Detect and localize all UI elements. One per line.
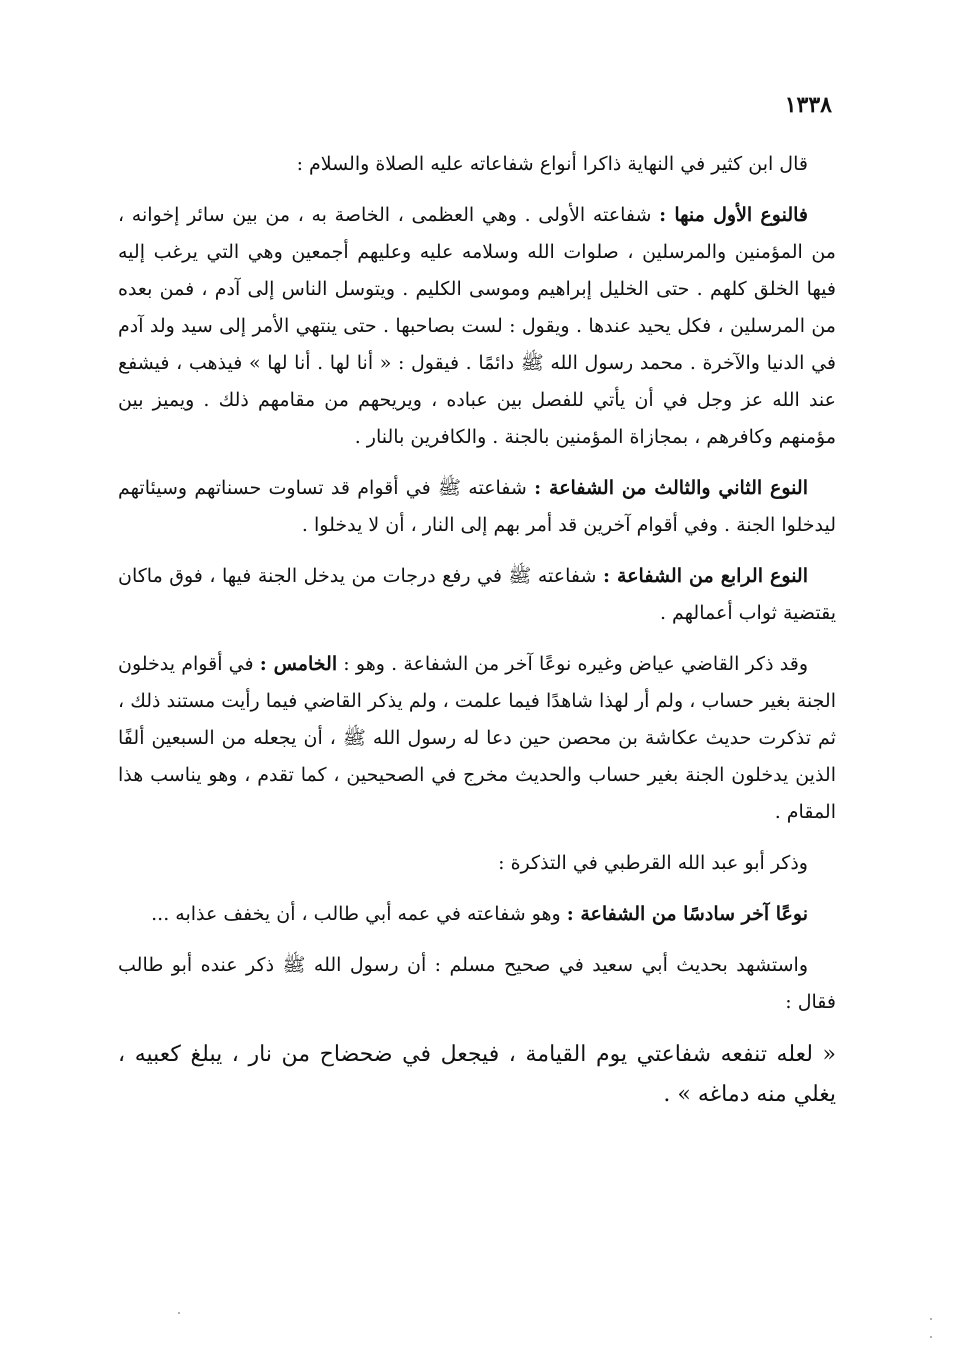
heading-fifth-type: الخامس : xyxy=(259,653,338,675)
hadith-quote: « لعله تنفعه شفاعتي يوم القيامة ، فيجعل في ضحضاح من نار ، يبلغ كعبيه ، يغلي منه دماغه » . xyxy=(118,1042,836,1107)
heading-second-third-type: النوع الثاني والثالث من الشفاعة : xyxy=(534,477,808,499)
paragraph-qurtubi: وذكر أبو عبد الله القرطبي في التذكرة : xyxy=(498,852,808,874)
heading-first-type: فالنوع الأول منها : xyxy=(659,204,808,226)
heading-sixth-type: نوعًا آخر سادسًا من الشفاعة : xyxy=(566,903,808,925)
paragraph-fifth-type xyxy=(118,646,836,831)
paragraph-fourth-type xyxy=(118,558,836,632)
paragraph-fourth-type-text: شفاعته ﷺ في رفع درجات من يدخل الجنة فيها ، فوق ماكان يقتضية ثواب أعمالهم . xyxy=(118,565,836,624)
page-number: ١٣٣٨ xyxy=(784,92,832,118)
scan-speck xyxy=(930,1318,932,1320)
paragraph-second-third-type xyxy=(118,470,836,544)
paragraph-first-type-text: شفاعته الأولى . وهي العظمى ، الخاصة به ، من بين سائر إخوانه ، من المؤمنين والمرسلين ، صلوات الله وسلامه عليه وعليهم أجمعين وهي التي يرغب إليه فيها الخلق كلهم . حتى الخليل إبراهيم وموسى الكليم . ويتوسل الناس إلى آدم ، فمن بعده من المرسلين ، فكل يحيد عندها . ويقول : لست بصاحبها . حتى ينتهي الأمر إلى سيد ولد آدم في الدنيا والآخرة . محمد رسول الله ﷺ دائمًا . فيقول : « أنا لها . أنا لها » فيذهب ، فيشفع عند الله عز وجل في أن يأتي للفصل بين عباده ، ويريحهم من مقامهم ذلك . ويميز بين مؤمنهم وكافرهم ، بمجازاة المؤمنين بالجنة . والكافرين بالنار . xyxy=(118,204,836,448)
heading-fourth-type: النوع الرابع من الشفاعة : xyxy=(602,565,808,587)
paragraph-sixth-type xyxy=(118,896,836,933)
paragraph-second-third-type-text: شفاعته ﷺ في أقوام قد تساوت حسناتهم وسيئاتهم ليدخلوا الجنة . وفي أقوام آخرين قد أمر بهم إلى النار ، أن لا يدخلوا . xyxy=(118,477,836,536)
main-text xyxy=(118,146,836,1129)
intro-paragraph: قال ابن كثير في النهاية ذاكرا أنواع شفاعاته عليه الصلاة والسلام : xyxy=(296,153,808,175)
scan-speck xyxy=(178,1312,180,1314)
paragraph-hadith-intro: واستشهد بحديث أبي سعيد في صحيح مسلم : أن رسول الله ﷺ ذكر عنده أبو طالب فقال : xyxy=(118,954,836,1013)
paragraph-sixth-type-text: وهو شفاعته في عمه أبي طالب ، أن يخفف عذابه ... xyxy=(151,903,567,925)
paragraph-fifth-type-text: في أقوام يدخلون الجنة بغير حساب ، ولم أر لهذا شاهدًا فيما علمت ، ولم يذكر القاضي فيما رأيت مستند ذلك ، ثم تذكرت حديث عكاشة بن محصن حين دعا له رسول الله ﷺ ، أن يجعله من السبعين ألفًا الذين يدخلون الجنة بغير حساب والحديث مخرج في الصحيحين ، كما تقدم ، وهو يناسب هذا المقام . xyxy=(118,653,837,823)
scan-speck xyxy=(930,1336,932,1338)
paragraph-fifth-type-intro: وقد ذكر القاضي عياض وغيره نوعًا آخر من الشفاعة . وهو : xyxy=(337,653,808,675)
paragraph-first-type xyxy=(118,197,836,456)
